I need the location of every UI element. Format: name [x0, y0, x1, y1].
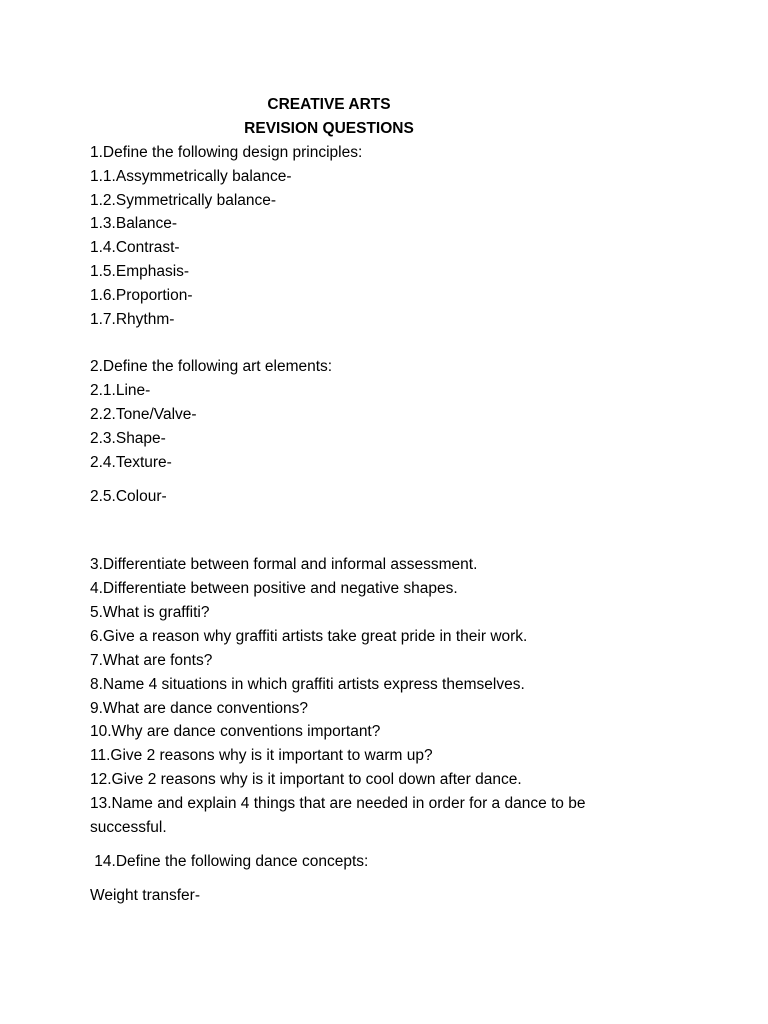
- list-item: 1.7.Rhythm-: [90, 311, 175, 328]
- question-item: 6.Give a reason why graffiti artists take great pride in their work.: [90, 628, 528, 645]
- question-item: 9.What are dance conventions?: [90, 700, 308, 717]
- question-item: 7.What are fonts?: [90, 652, 213, 669]
- question-item: 11.Give 2 reasons why is it important to warm up?: [90, 747, 433, 764]
- question-item: 8.Name 4 situations in which graffiti artists express themselves.: [90, 676, 525, 693]
- question-item: 10.Why are dance conventions important?: [90, 723, 381, 740]
- list-item: 2.3.Shape-: [90, 430, 166, 447]
- question-item: 3.Differentiate between formal and informal assessment.: [90, 556, 478, 573]
- question-item: 4.Differentiate between positive and negative shapes.: [90, 580, 458, 597]
- section1-heading: 1.Define the following design principles:: [90, 144, 363, 161]
- list-item: 2.1.Line-: [90, 382, 151, 399]
- list-item: 1.3.Balance-: [90, 215, 178, 232]
- question-item: 13.Name and explain 4 things that are needed in order for a dance to be: [90, 795, 586, 812]
- list-item: 1.1.Assymmetrically balance-: [90, 168, 292, 185]
- document-title: CREATIVE ARTS: [267, 96, 391, 113]
- list-item: 2.4.Texture-: [90, 454, 172, 471]
- document-subtitle: REVISION QUESTIONS: [244, 120, 414, 137]
- question-item: 12.Give 2 reasons why is it important to cool down after dance.: [90, 771, 522, 788]
- list-item: 1.4.Contrast-: [90, 239, 180, 256]
- list-item: Weight transfer-: [90, 887, 200, 904]
- section2-heading: 2.Define the following art elements:: [90, 358, 333, 375]
- list-item: 1.2.Symmetrically balance-: [90, 192, 277, 209]
- list-item: 1.5.Emphasis-: [90, 263, 190, 280]
- list-item: 1.6.Proportion-: [90, 287, 193, 304]
- list-item: 2.5.Colour-: [90, 488, 167, 505]
- question-item: 5.What is graffiti?: [90, 604, 210, 621]
- question-item-continuation: successful.: [90, 819, 167, 836]
- list-item: 2.2.Tone/Valve-: [90, 406, 197, 423]
- section14-heading: 14.Define the following dance concepts:: [90, 853, 369, 870]
